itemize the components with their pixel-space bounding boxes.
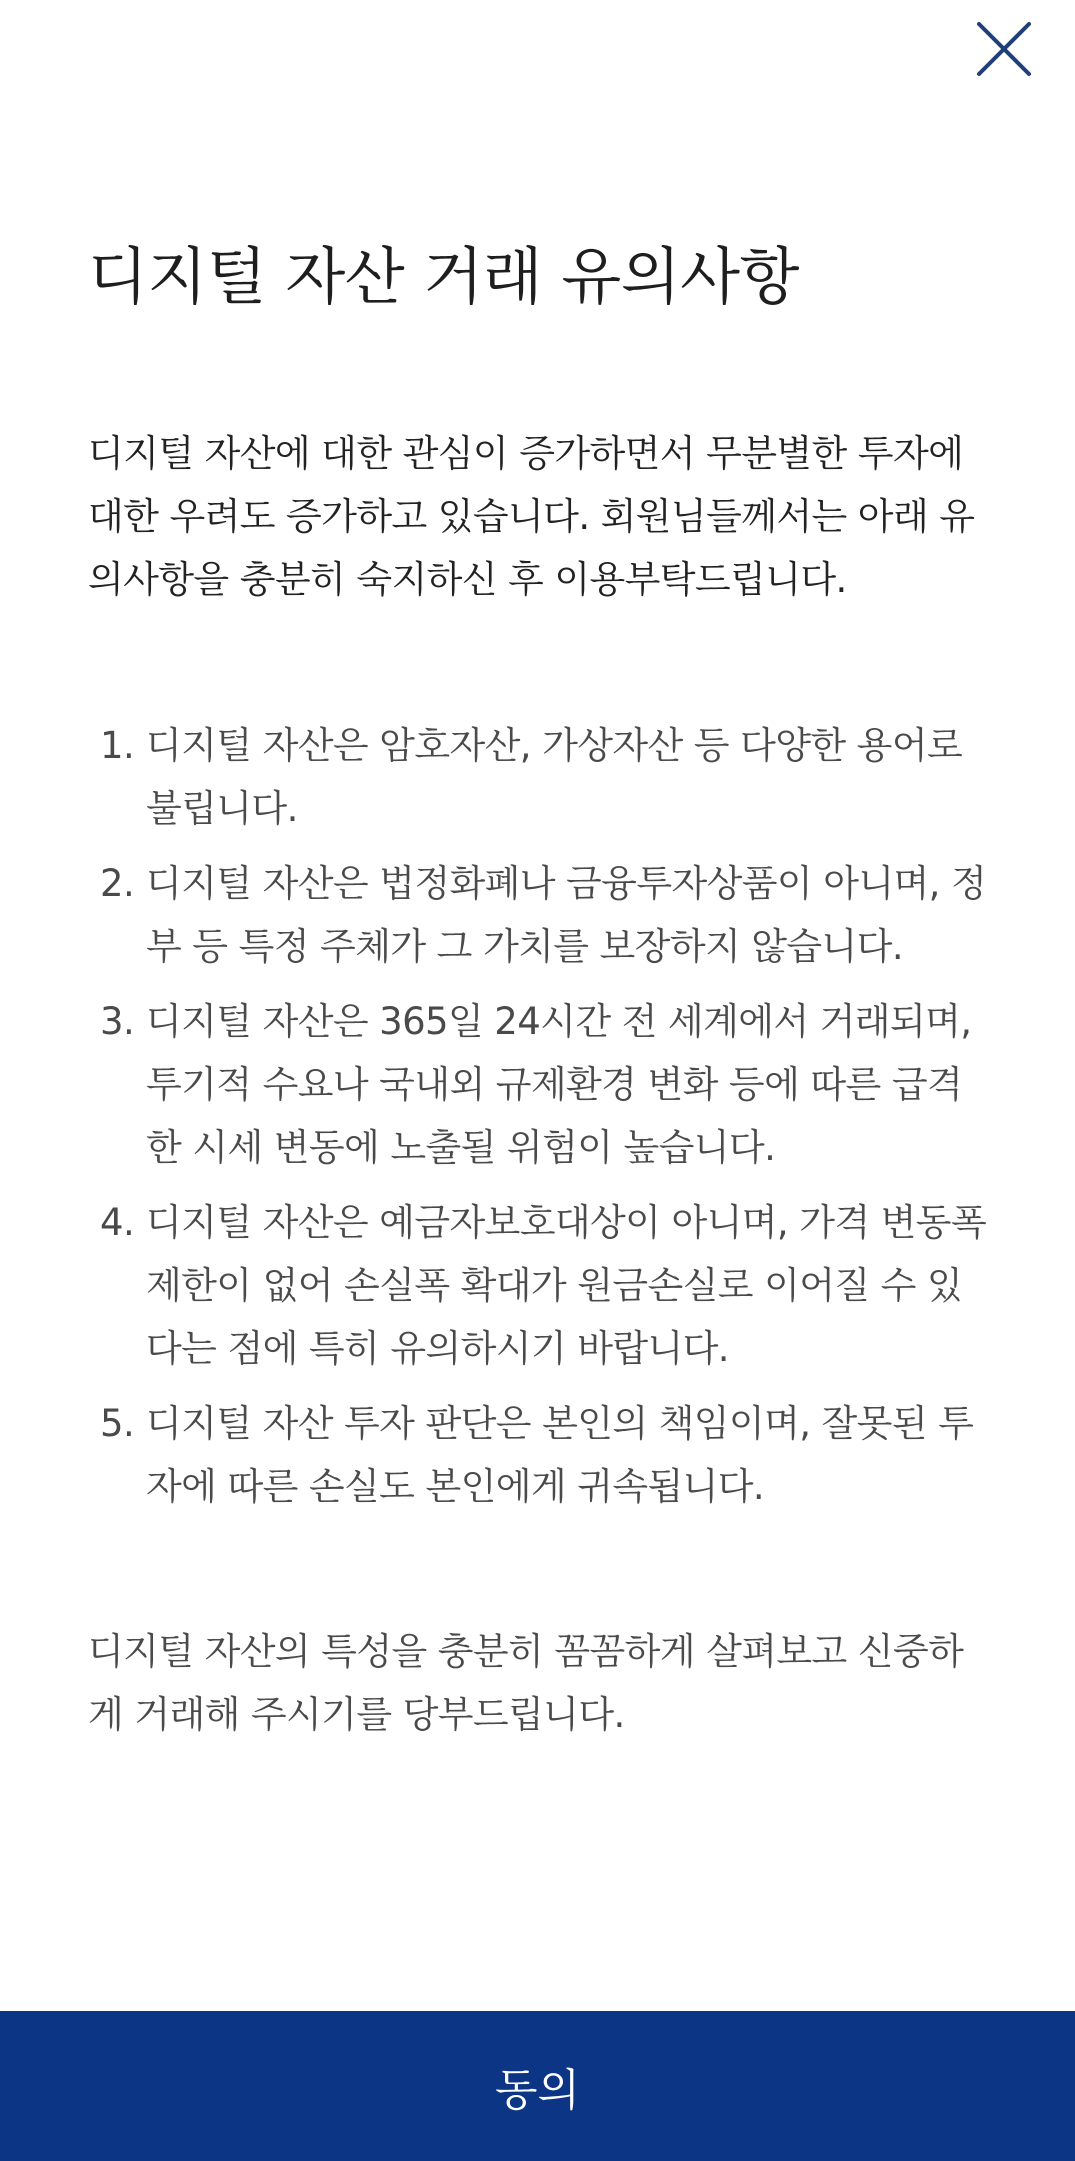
notice-text: 디지털 자산 투자 판단은 본인의 책임이며, 잘못된 투자에 따른 손실도 본인에게 귀속됩니다. [146,1402,974,1508]
notice-list [88,714,987,1530]
notice-number: 4. [100,1201,135,1244]
notice-number: 3. [100,1000,135,1043]
notice-number: 2. [100,862,135,905]
notice-item [88,990,987,1179]
notice-number: 1. [100,724,135,767]
notice-text: 디지털 자산은 암호자산, 가상자산 등 다양한 용어로 불립니다. [146,724,963,830]
notice-number: 5. [100,1402,135,1445]
notice-item [88,714,987,840]
notice-text: 디지털 자산은 365일 24시간 전 세계에서 거래되며, 투기적 수요나 국내외 규제환경 변화 등에 따른 급격한 시세 변동에 노출될 위험이 높습니다. [146,1000,972,1169]
notice-text: 디지털 자산은 예금자보호대상이 아니며, 가격 변동폭 제한이 없어 손실폭 확대가 원금손실로 이어질 수 있다는 점에 특히 유의하시기 바랍니다. [146,1201,987,1370]
notice-item [88,1392,987,1518]
close-button[interactable] [973,18,1035,80]
agree-button[interactable]: 동의 [0,2011,1075,2161]
notice-text: 디지털 자산은 법정화폐나 금융투자상품이 아니며, 정부 등 특정 주체가 그 가치를 보장하지 않습니다. [146,862,987,968]
page-title: 디지털 자산 거래 유의사항 [88,240,799,313]
outro-text: 디지털 자산의 특성을 충분히 꼼꼼하게 살펴보고 신중하게 거래해 주시기를 당부드립니다. [88,1630,964,1736]
close-icon [973,18,1035,80]
notice-item [88,852,987,978]
intro-text: 디지털 자산에 대한 관심이 증가하면서 무분별한 투자에 대한 우려도 증가하고 있습니다. 회원님들께서는 아래 유의사항을 충분히 숙지하신 후 이용부탁드립니다. [88,432,975,601]
notice-item [88,1191,987,1380]
